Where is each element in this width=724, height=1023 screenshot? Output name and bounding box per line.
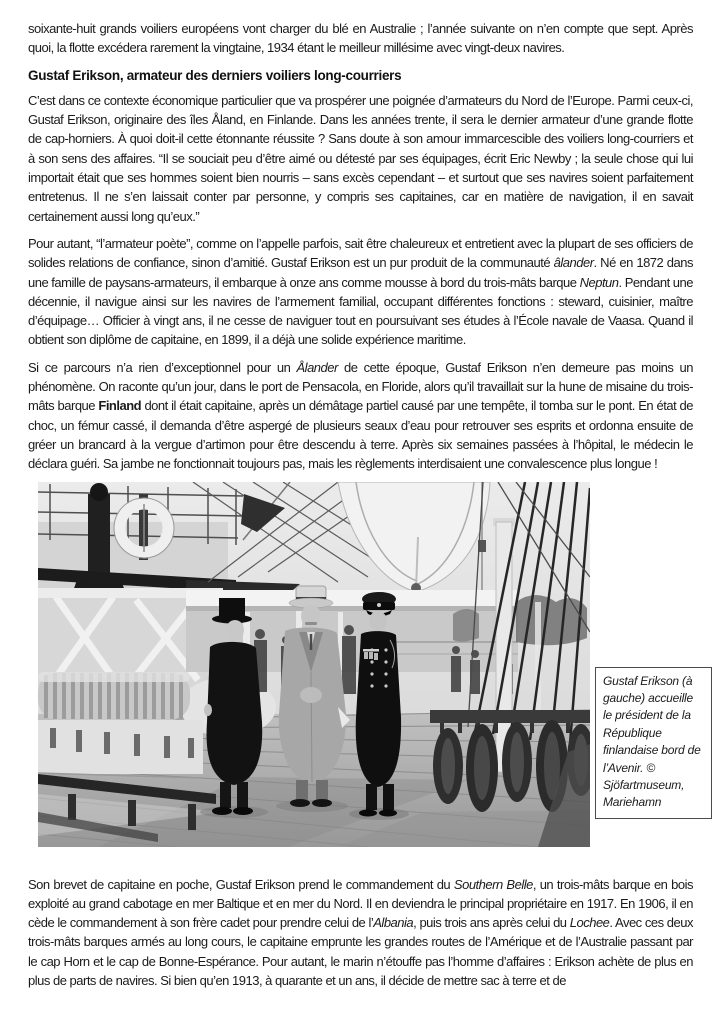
section-heading: Gustaf Erikson, armateur des derniers voiliers long-courriers bbox=[28, 67, 402, 83]
photo-caption-box bbox=[595, 667, 712, 819]
paragraph: C’est dans ce contexte économique particulier que va prospérer une poignée d’armateurs du Nord de l’Europe. Parmi ceux-ci, Gustaf Erikson, originaire des îles Åland, en Finlande. Dans les années trente, il sera le dernier armateur d’une grande flotte de cap-horniers. À quoi doit-il cette étonnante réussite ? Sans doute à son amour immarcescible des voiliers long-courriers et à son sens des affaires. “Il se souciait peu d’être aimé ou détesté par ses équipages, écrit Eric Newby ; la seule chose qui lui importait était que ses hommes soient bien nourris – sans excès cependant – et surtout que ses navires soient parfaitement entretenus. Il ne s’en laissait conter par personne, y compris ses capitaines, car en matière de navigation, il en savait certainement aussi long qu’eux.” bbox=[28, 92, 693, 224]
paragraph: Pour autant, “l’armateur poète”, comme on l’appelle parfois, sait être chaleureux et entretient avec la plupart de ses officiers de solides relations de confiance, sinon d’amitié. Gustaf Erikson est un pur produit de la communauté âlander. Né en 1872 dans une famille de paysans-armateurs, il embarque à onze ans comme mousse à bord du trois-mâts barque Neptun. Pendant une décennie, il navigue ainsi sur les navires de l’armement familial, occupant différentes fonctions : steward, cuisinier, maître d’équipage… Officier à vingt ans, il ne cesse de naviguer tout en poursuivant ses études à l’École navale de Vaasa. Quand il obtient son diplôme de capitaine, en 1899, il a déjà une solide expérience maritime. bbox=[28, 235, 693, 348]
paragraph: Son brevet de capitaine en poche, Gustaf Erikson prend le commandement du Southern Belle, un trois-mâts barque en bois exploité au grand cabotage en mer Baltique et en mer du Nord. Il en deviendra le principal propriétaire en 1917. En 1906, il en cède le commandement à son frère cadet pour prendre celui de l’Albania, puis trois ans après celui du Lochee. Avec ces deux trois-mâts barques armés au long cours, le capitaine emprunte les grandes routes de l’Amérique et de l’Australie passant par le cap Horn et le cap de Bonne-Espérance. Pour autant, le marin n’étouffe pas l’homme d’affaires : Erikson achète de plus en plus de parts de navires. Si bien qu’en 1913, à quarante et un ans, il décide de mettre sac à terre et de bbox=[28, 876, 694, 989]
paragraph: Si ce parcours n’a rien d’exceptionnel pour un Ålander de cette époque, Gustaf Erikson n’en demeure pas moins un phénomène. On raconte qu’un jour, dans le port de Pensacola, en Floride, alors qu’il travaillait sur la hune de misaine du trois-mâts barque Finland dont il était capitaine, après un démâtage partiel causé par une tempête, il tomba sur le pont. En état de choc, un fémur cassé, il demanda d’être aspergé de plusieurs seaux d’eau pour retrouver ses esprits et ordonna ensuite de gréer un brancard à la vergue d’artimon pour être descendu à terre. Après six semaines passées à l’hôpital, le médecin le déclara guéri. Sa jambe ne fonctionnait toujours pas, mais les règlements interdisaient une convalescence plus longue ! bbox=[28, 359, 694, 472]
photo-caption-text: Gustaf Erikson (à gauche) accueille le président de la République finlandaise bord de l’Avenir. © Sjöfartmuseum, Mariehamn bbox=[603, 673, 701, 810]
paragraph-intro: soixante-huit grands voiliers européens vont charger du blé en Australie ; l’année suivante on n’en compte que sept. Après quoi, la flotte excédera rarement la vingtaine, 1934 étant le meilleur millésime avec vingt-deux navires. bbox=[28, 21, 693, 56]
ship-deck-photo-graphic bbox=[38, 482, 590, 847]
ship-deck-photo bbox=[38, 482, 590, 847]
figure bbox=[28, 482, 701, 847]
